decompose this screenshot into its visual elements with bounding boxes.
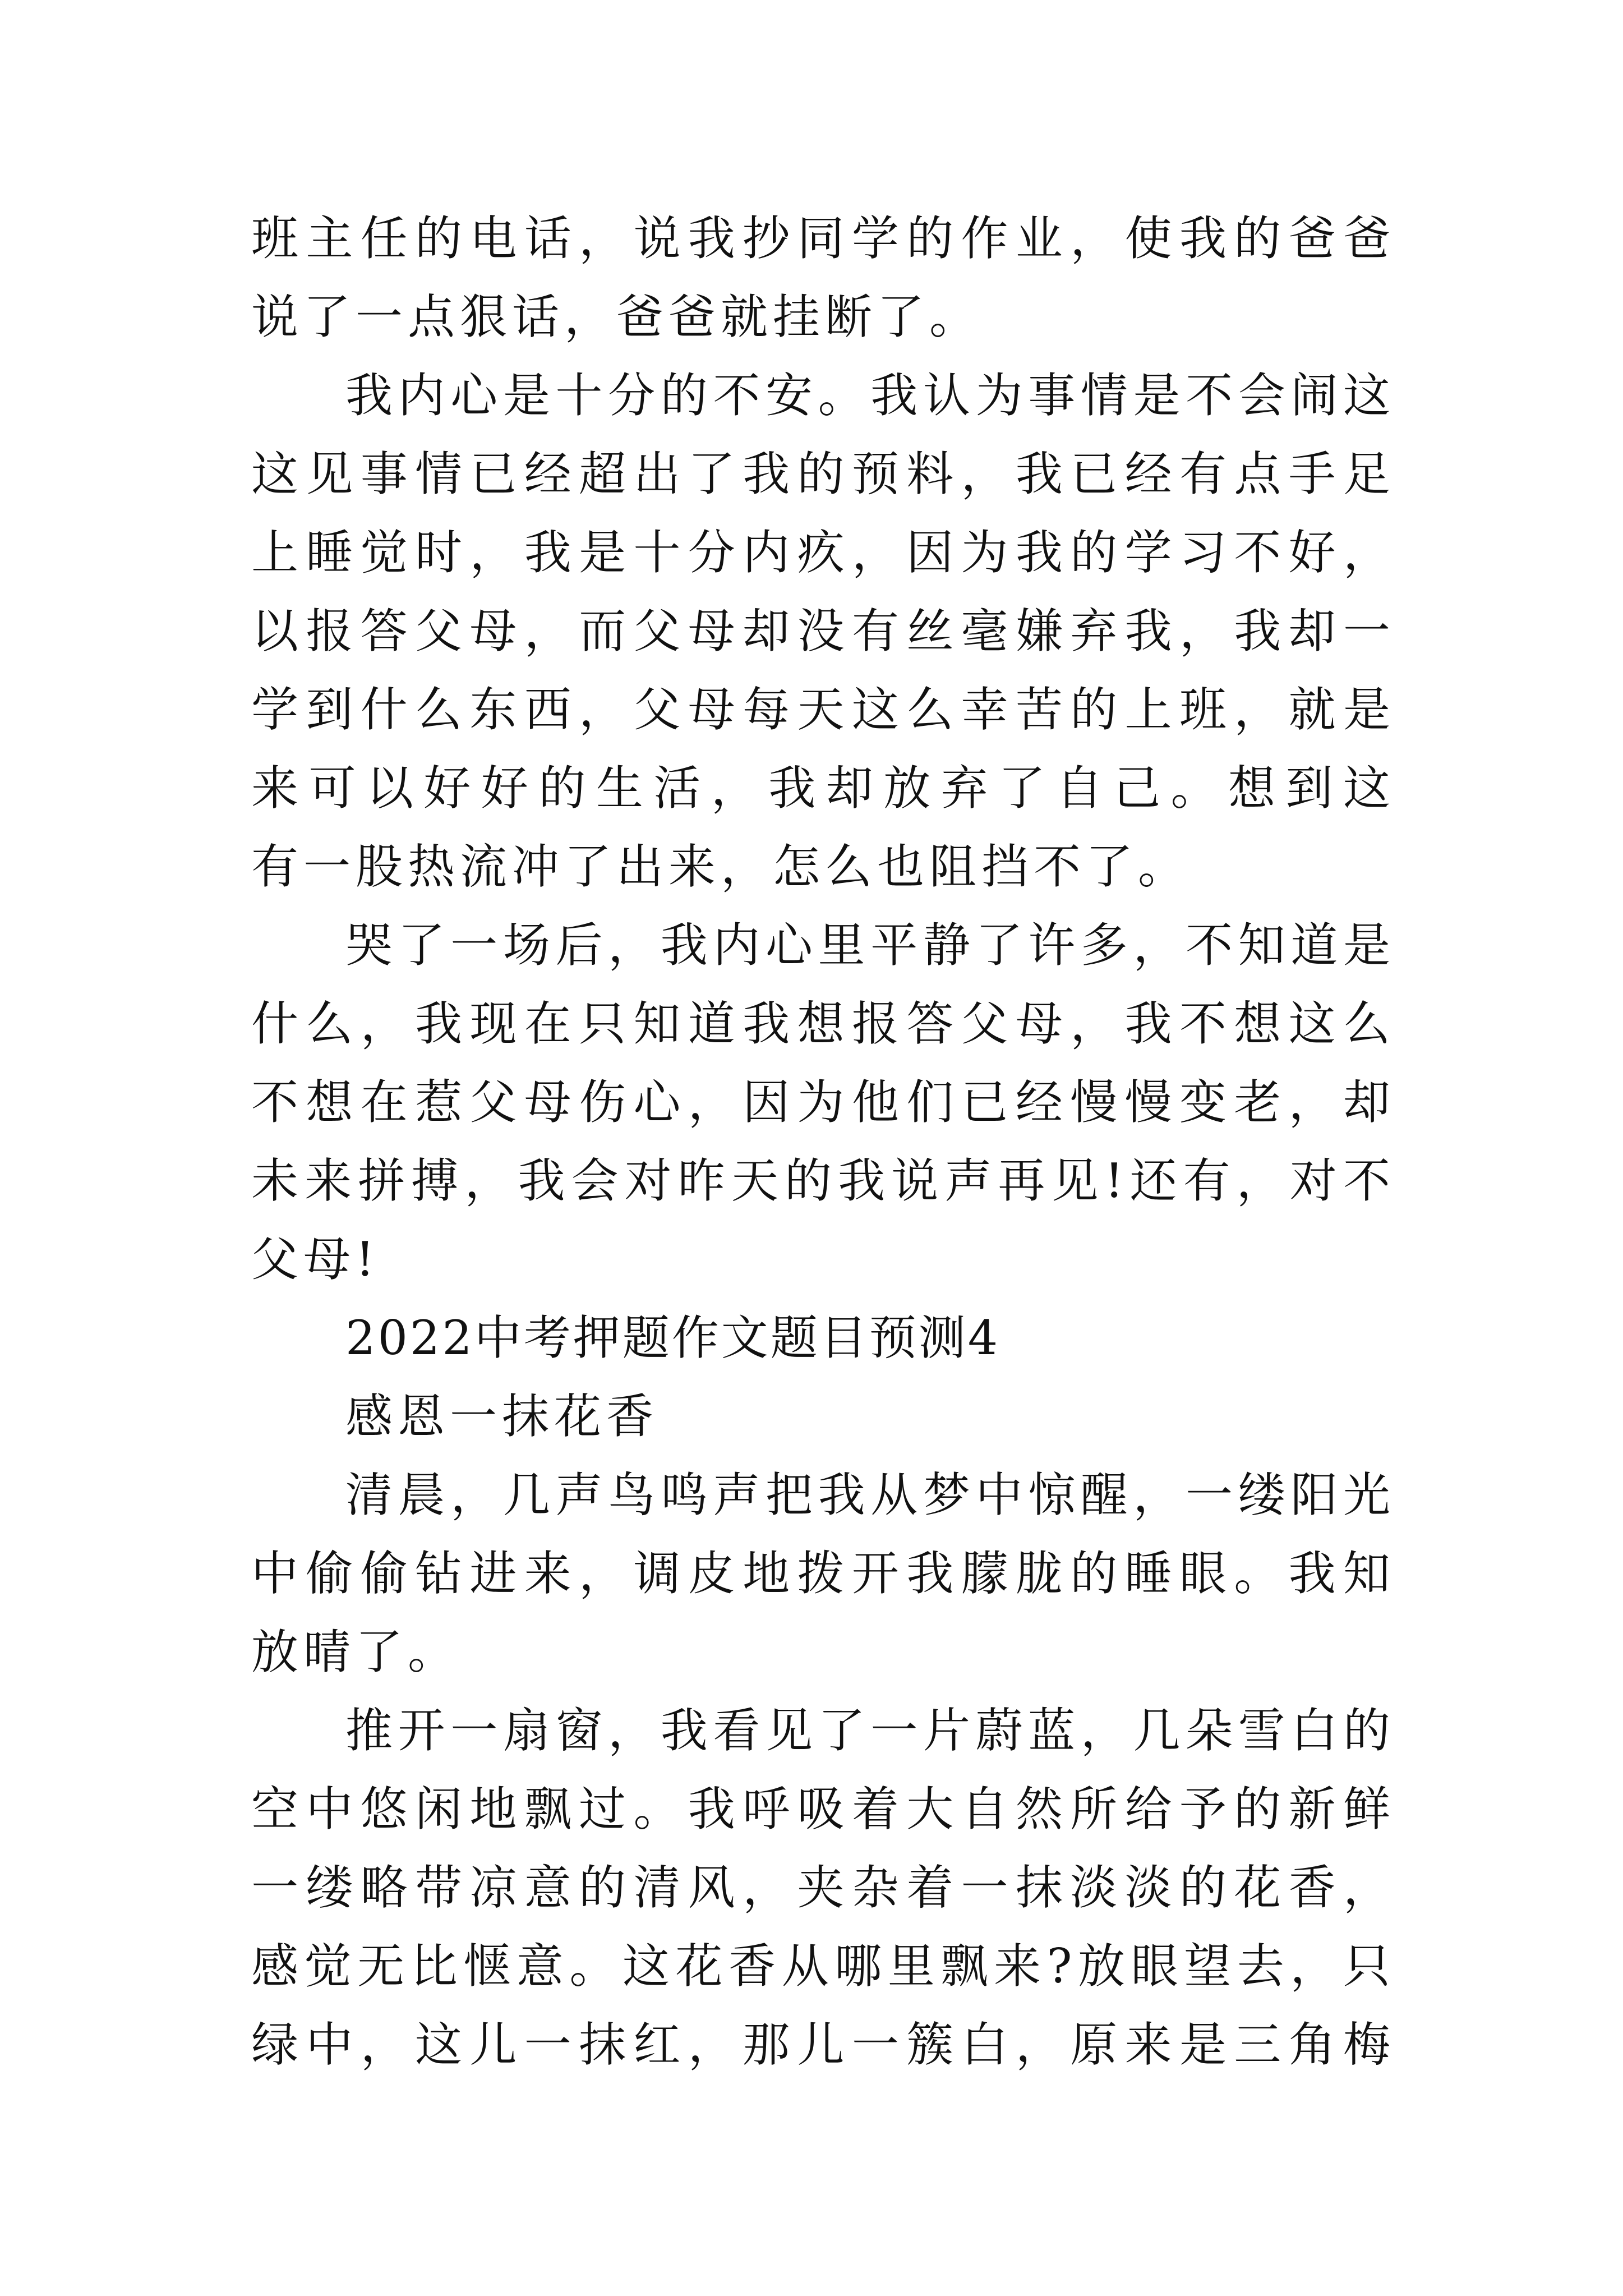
section-heading: 2022中考押题作文题目预测4 xyxy=(345,1310,1000,1365)
text-line: 说了一点狠话，爸爸就挂断了。 xyxy=(251,289,982,344)
text-line: 什么，我现在只知道我想报答父母，我不想这么 xyxy=(251,996,1395,1051)
text-line: 有一股热流冲了出来，怎么也阻挡不了。 xyxy=(251,839,1191,894)
text-line: 感觉无比惬意。这花香从哪里飘来?放眼望去，只 xyxy=(251,1939,1395,1994)
text-line: 未来拼搏，我会对昨天的我说声再见!还有，对不 xyxy=(251,1153,1395,1208)
paragraph-start-line: 我内心是十分的不安。我认为事情是不会闹这 xyxy=(345,368,1395,423)
paragraph-start-line: 推开一扇窗，我看见了一片蔚蓝，几朵雪白的 xyxy=(345,1703,1395,1758)
text-line: 一缕略带凉意的清风，夹杂着一抹淡淡的花香， xyxy=(251,1860,1395,1915)
text-line: 绿中，这儿一抹红，那儿一簇白，原来是三角梅 xyxy=(251,2017,1395,2072)
text-line: 班主任的电话，说我抄同学的作业，使我的爸爸 xyxy=(251,211,1395,266)
text-line: 以报答父母，而父母却没有丝毫嫌弃我，我却一 xyxy=(251,604,1395,659)
text-line: 中偷偷钻进来，调皮地拨开我朦胧的睡眼。我知 xyxy=(251,1546,1395,1601)
text-line: 放晴了。 xyxy=(251,1625,460,1680)
text-line: 空中悠闲地飘过。我呼吸着大自然所给予的新鲜 xyxy=(251,1782,1395,1837)
text-line: 父母! xyxy=(251,1232,380,1287)
text-line: 上睡觉时，我是十分内疚，因为我的学习不好， xyxy=(251,525,1395,580)
paragraph-start-line: 清晨，几声鸟鸣声把我从梦中惊醒，一缕阳光 xyxy=(345,1467,1395,1522)
essay-title: 感恩一抹花香 xyxy=(345,1389,659,1444)
text-line: 不想在惹父母伤心，因为他们已经慢慢变老，却 xyxy=(251,1075,1395,1130)
paragraph-start-line: 哭了一场后，我内心里平静了许多，不知道是 xyxy=(345,918,1395,973)
text-line: 来可以好好的生活，我却放弃了自己。想到这 xyxy=(251,761,1395,816)
text-line: 学到什么东西，父母每天这么幸苦的上班，就是 xyxy=(251,682,1395,737)
text-line: 这见事情已经超出了我的预料，我已经有点手足 xyxy=(251,447,1395,501)
document-body xyxy=(251,199,1395,2084)
